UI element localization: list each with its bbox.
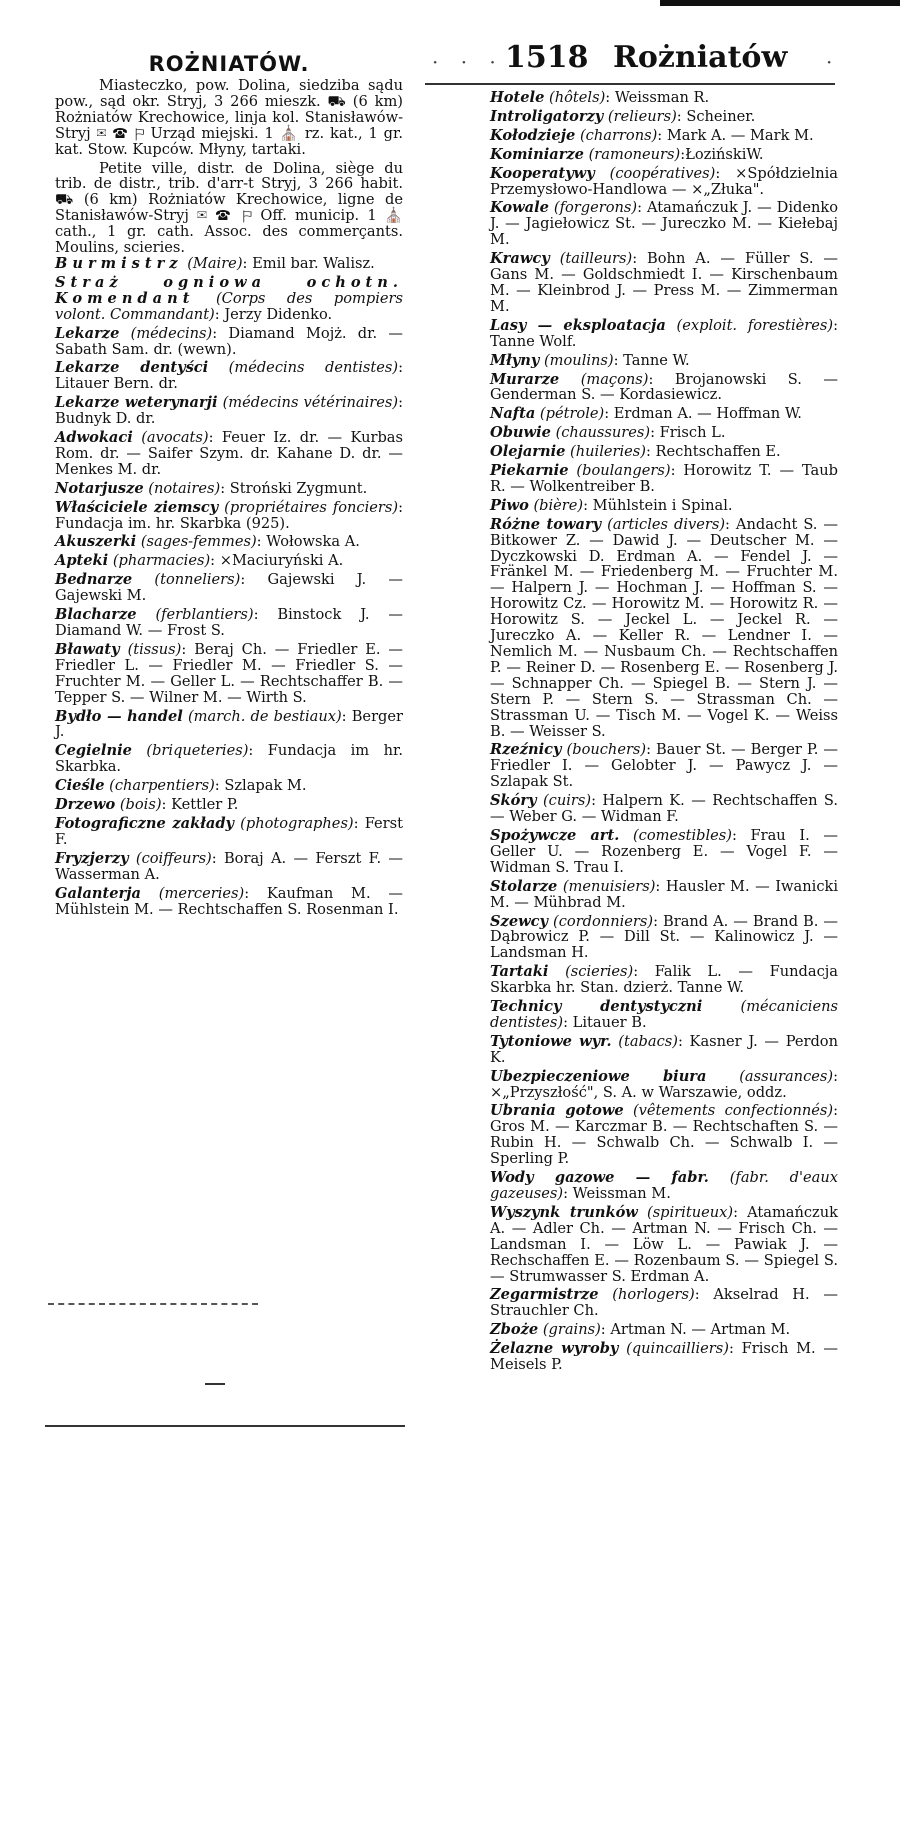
directory-entry xyxy=(55,534,403,550)
directory-entry xyxy=(490,147,838,163)
entry-french-label: (mécaniciens dentistes) xyxy=(490,998,838,1031)
entry-french-label: (ferblantiers) xyxy=(155,606,254,624)
entry-french-label: (cuirs) xyxy=(542,792,592,810)
entry-category: Akuszerki xyxy=(55,533,137,551)
directory-entry xyxy=(490,793,838,825)
entry-category: Kołodzieje xyxy=(490,126,576,144)
entry-names: : Bauer St. — Berger P. — Friedler I. — Gelobter J. — Pawycz J. — Szlapak St. xyxy=(490,741,839,791)
entry-french-label: (spiritueux) xyxy=(647,1203,734,1221)
entry-french-label: (maçons) xyxy=(580,370,649,388)
entry-names: : Litauer Bern. dr. xyxy=(55,359,403,393)
entry-category: Żelazne wyroby xyxy=(490,1340,619,1358)
entry-category: Straż ogniowa ochotn. Komendant xyxy=(55,273,403,307)
entry-category: Fotograficzne zakłady xyxy=(55,814,235,832)
entry-names: : Falik L. — Fundacja Skarbka hr. Stan. dzierż. Tanne W. xyxy=(490,963,838,997)
entry-names: :ŁozińskiW. xyxy=(680,145,764,163)
directory-entry xyxy=(55,430,403,478)
entry-category: Cieśle xyxy=(55,777,105,795)
entry-category: Drzewo xyxy=(55,796,116,814)
intro-french: Petite ville, distr. de Dolina, siège du trib. de distr., trib. d'arr-t Stryj, 3 266 habit. ⛟ (6 km) Rożniatów Krechowice, ligne de Stanisławów-Stryj ✉ ☎ ⚐ Off. municip. 1 ⛪ cath., 1 gr. cath. Assoc. des commerçants. Moulins, scieries. xyxy=(55,159,403,257)
entry-category: Ubezpieczeniowe biura xyxy=(490,1067,707,1085)
entry-french-label: (scieries) xyxy=(565,963,634,981)
directory-entry xyxy=(490,828,838,876)
directory-entry xyxy=(55,500,403,532)
entry-names: : Litauer B. xyxy=(563,1013,647,1031)
directory-entry xyxy=(55,481,403,497)
left-entries xyxy=(55,256,403,917)
entry-category: Fryzjerzy xyxy=(55,849,129,867)
directory-entry xyxy=(490,1322,838,1338)
directory-entry xyxy=(490,109,838,125)
entry-french-label: (moulins) xyxy=(543,351,614,369)
entry-category: Obuwie xyxy=(490,424,551,442)
directory-entry xyxy=(490,372,838,404)
entry-names: : Brand A. — Brand B. — Dąbrowicz P. — Dill St. — Kalinowicz J. — Landsman H. xyxy=(490,912,838,962)
entry-names: : ×Maciuryński A. xyxy=(210,552,344,570)
directory-entry xyxy=(55,642,403,706)
right-entries xyxy=(490,90,838,1373)
entry-french-label: (hôtels) xyxy=(549,89,606,106)
entry-category: Burmistrz xyxy=(55,254,183,272)
directory-entry xyxy=(490,318,838,350)
entry-names: : Frau I. — Geller U. — Rozenberg E. — Vogel F. — Widman S. Trau I. xyxy=(490,826,838,876)
entry-french-label: (tissus) xyxy=(127,640,182,658)
entry-category: Bławaty xyxy=(55,640,120,658)
town-title: ROŻNIATÓW. xyxy=(148,52,310,76)
entry-french-label: (avocats) xyxy=(141,429,209,447)
entry-names: : Fundacja im. hr. Skarbka (925). xyxy=(55,498,403,532)
entry-names: : Rechtschaffen E. xyxy=(645,443,781,461)
entry-category: Wody gazowe — fabr. xyxy=(490,1169,709,1187)
entry-category: Adwokaci xyxy=(55,429,133,447)
directory-entry xyxy=(55,360,403,392)
page-number: 1518 xyxy=(505,40,589,75)
directory-entry xyxy=(55,816,403,848)
directory-entry xyxy=(490,1170,838,1202)
entry-names: : Brojanowski S. — Genderman S. — Kordasiewicz. xyxy=(490,370,839,404)
directory-entry xyxy=(490,90,838,106)
entry-category: Tartaki xyxy=(490,963,549,981)
entry-category: Lasy — eksploatacja xyxy=(490,316,666,334)
entry-names: : Scheiner. xyxy=(676,107,756,125)
entry-names: : Andacht S. — Bitkower Z. — Dawid J. — Deutscher M. — Dyczkowski D. Erdman A. — Fendel J. — Fränkel M. — Friedenberg M. — Fruchter M. — Halpern J. — Hochman J. — Hoffman S. — Horowitz Cz. — Horowitz M. — Horowitz R. — Horowitz S. — Jeckel L. — Jeckel R. — Jureczko A. — Keller R. — Lendner I. — Nemlich M. — Nusbaum Ch. — Rechtschaffen P. — Reiner D. — Rosenberg E. — Rosenberg J. — Schnapper Ch. — Spiegel B. — Stern J. — Stern P. — Stern S. — Strassman Ch. — Strassman U. — Tisch M. — Vogel K. — Weiss B. — Weisser S. xyxy=(490,515,839,740)
entry-names: : Bohn A. — Füller S. — Gans M. — Goldschmiedt I. — Kirschenbaum M. — Kleinbrod J. — Press M. — Zimmerman M. xyxy=(490,250,839,315)
entry-names: : Emil bar. Walisz. xyxy=(242,254,375,272)
intro-polish: Miasteczko, pow. Dolina, siedziba sądu pow., sąd okr. Stryj, 3 266 mieszk. ⛟ (6 km) Rożniatów Krechowice, linja kol. Stanisławów-Stryj ✉ ☎ ⚐ Urząd miejski. 1 ⛪ rz. kat., 1 gr. kat. Stow. Kupców. Młyny, tartaki. xyxy=(55,77,403,158)
directory-entry xyxy=(490,444,838,460)
directory-entry xyxy=(490,1069,838,1101)
entry-french-label: (chaussures) xyxy=(555,424,651,442)
entry-category: Nafta xyxy=(490,405,536,423)
entry-french-label: (ramoneurs) xyxy=(588,145,681,163)
directory-entry xyxy=(55,797,403,813)
entry-french-label: (bouchers) xyxy=(566,741,647,759)
directory-entry xyxy=(490,1341,838,1373)
entry-category: Hotele xyxy=(490,89,545,106)
entry-category: Bednarze xyxy=(55,571,133,589)
column-end-mark xyxy=(48,1303,258,1305)
entry-category: Apteki xyxy=(55,552,109,570)
header-rule xyxy=(425,83,835,85)
entry-french-label: (médecins) xyxy=(130,324,213,342)
entry-category: Zegarmistrze xyxy=(490,1286,599,1304)
entry-french-label: (relieurs) xyxy=(607,107,677,125)
directory-entry xyxy=(490,1034,838,1066)
entry-french-label: (comestibles) xyxy=(632,826,732,844)
entry-french-label: (sages-femmes) xyxy=(140,533,257,551)
entry-names: : Stroński Zygmunt. xyxy=(220,479,368,497)
entry-french-label: (quincailliers) xyxy=(626,1340,729,1358)
entry-names: : Gros M. — Karczmar B. — Rechtschaften S. — Rubin H. — Schwalb Ch. — Schwalb I. — Sperling P. xyxy=(490,1102,839,1168)
entry-names: : Mühlstein i Spinal. xyxy=(583,496,733,514)
entry-french-label: (grains) xyxy=(542,1321,601,1339)
directory-entry xyxy=(490,425,838,441)
entry-category: Lekarze xyxy=(55,324,120,342)
entry-french-label: (huileries) xyxy=(570,443,646,461)
entry-names: : Boraj A. — Ferszt F. — Wasserman A. xyxy=(55,849,403,883)
entry-category: Skóry xyxy=(490,792,537,810)
entry-french-label: (boulangers) xyxy=(576,462,671,480)
right-column xyxy=(490,90,838,1373)
entry-category: Ubrania gotowe xyxy=(490,1102,624,1120)
entry-french-label: (merceries) xyxy=(158,884,245,902)
directory-entry xyxy=(55,572,403,604)
entry-french-label: (photographes) xyxy=(240,814,354,832)
entry-names: : Tanne W. xyxy=(613,351,690,369)
directory-entry xyxy=(490,1287,838,1319)
entry-french-label: (coiffeurs) xyxy=(135,849,212,867)
entry-names: : Diamand Mojż. dr. — Sabath Sam. dr. (wewn). xyxy=(55,324,403,358)
directory-entry xyxy=(55,709,403,741)
entry-names: : Kaufman M. — Mühlstein M. — Rechtschaffen S. Rosenman I. xyxy=(55,884,403,918)
entry-french-label: (cordonniers) xyxy=(553,912,654,930)
entry-names: : Hausler M. — Iwanicki M. — Mühbrad M. xyxy=(490,877,838,911)
entry-french-label: (bière) xyxy=(533,496,584,514)
entry-category: Różne towary xyxy=(490,515,602,533)
entry-category: Wyszynk trunków xyxy=(490,1203,638,1221)
entry-french-label: (charpentiers) xyxy=(109,777,215,795)
short-rule xyxy=(205,1383,225,1385)
page-header xyxy=(505,40,805,80)
entry-names: : Akselrad H. — Strauchler Ch. xyxy=(490,1286,838,1320)
entry-french-label: (horlogers) xyxy=(612,1286,695,1304)
directory-entry xyxy=(490,914,838,962)
directory-entry xyxy=(55,395,403,427)
scan-noise-left: · · · xyxy=(432,50,504,74)
directory-entry xyxy=(55,851,403,883)
directory-entry xyxy=(490,517,838,740)
entry-category: Kominiarze xyxy=(490,145,584,163)
entry-category: Tytoniowe wyr. xyxy=(490,1032,612,1050)
entry-french-label: (pharmacies) xyxy=(112,552,211,570)
entry-category: Introligatorzy xyxy=(490,107,604,125)
directory-entry xyxy=(490,498,838,514)
entry-names: : Mark A. — Mark M. xyxy=(657,126,814,144)
entry-category: Rzeźnicy xyxy=(490,741,562,759)
entry-french-label: (assurances) xyxy=(739,1067,834,1085)
entry-french-label: (fabr. d'eaux gazeuses) xyxy=(490,1169,839,1202)
entry-names: : Berger J. xyxy=(55,707,403,741)
directory-entry xyxy=(490,200,838,248)
directory-entry xyxy=(55,275,403,323)
directory-entry xyxy=(490,251,838,315)
entry-french-label: (tonneliers) xyxy=(154,571,241,589)
entry-names: : ×Spółdzielnia Przemysłowo-Handlowa — ×„Złuka". xyxy=(490,164,838,198)
directory-entry xyxy=(55,553,403,569)
directory-entry xyxy=(55,326,403,358)
entry-french-label: (bois) xyxy=(119,796,162,814)
entry-names: : Artman N. — Artman M. xyxy=(600,1321,791,1339)
entry-french-label: (march. de bestiaux) xyxy=(187,707,342,725)
entry-category: Technicy dentystyczni xyxy=(490,998,703,1016)
entry-french-label: (menuisiers) xyxy=(562,877,656,895)
directory-entry xyxy=(490,742,838,790)
directory-entry xyxy=(490,1103,838,1167)
entry-french-label: (médecins vétérinaires) xyxy=(222,394,399,412)
entry-names: : Erdman A. — Hoffman W. xyxy=(604,405,802,423)
directory-entry xyxy=(55,607,403,639)
entry-category: Cegielnie xyxy=(55,742,132,760)
scan-noise-right: · xyxy=(826,50,833,74)
entry-names: : Weissman M. xyxy=(563,1185,671,1202)
entry-names: : Tanne Wolf. xyxy=(490,316,839,350)
entry-french-label: (vêtements confectionnés) xyxy=(632,1102,834,1120)
entry-french-label: (forgerons) xyxy=(553,199,638,217)
entry-french-label: (tabacs) xyxy=(618,1032,678,1050)
entry-names: : Weissman R. xyxy=(605,89,710,106)
entry-names: : Atamańczuk J. — Didenko J. — Jagiełowicz St. — Jureczko M. — Kiełebaj M. xyxy=(490,199,839,249)
entry-names: : Atamańczuk A. — Adler Ch. — Artman N. — Frisch Ch. — Landsman I. — Löw L. — Pawiak J. — Rechschaffen E. — Rozenbaum S. — Spiegel S. — Strumwasser S. Erdman A. xyxy=(490,1203,838,1285)
entry-names: : Kasner J. — Perdon K. xyxy=(490,1032,838,1066)
entry-french-label: (Corps des pompiers volont. Commandant) xyxy=(55,289,403,323)
entry-category: Galanterja xyxy=(55,884,141,902)
section-end-rule xyxy=(45,1425,405,1427)
entry-french-label: (charrons) xyxy=(579,126,658,144)
entry-category: Lekarze dentyści xyxy=(55,359,209,377)
entry-names: : Halpern K. — Rechtschaffen S. — Weber G. — Widman F. xyxy=(490,792,838,826)
directory-entry xyxy=(490,353,838,369)
entry-category: Młyny xyxy=(490,351,540,369)
entry-names: : Gajewski J. — Gajewski M. xyxy=(55,571,404,605)
entry-names: : Frisch M. — Meisels P. xyxy=(490,1340,838,1374)
left-column xyxy=(55,52,403,917)
entry-category: Bydło — handel xyxy=(55,707,183,725)
running-title: Rożniatów xyxy=(612,40,788,75)
entry-french-label: (notaires) xyxy=(148,479,221,497)
entry-names: : Szlapak M. xyxy=(214,777,307,795)
entry-category: Murarze xyxy=(490,370,560,388)
entry-french-label: (médecins dentistes) xyxy=(228,359,399,377)
entry-names: : Kettler P. xyxy=(161,796,239,814)
entry-names: : Horowitz T. — Taub R. — Wolkentreiber B. xyxy=(490,462,838,495)
directory-entry xyxy=(55,256,403,272)
entry-french-label: (pétrole) xyxy=(539,405,605,423)
entry-french-label: (briqueteries) xyxy=(146,742,249,760)
entry-category: Piwo xyxy=(490,496,529,514)
directory-entry xyxy=(490,1205,838,1285)
entry-category: Piekarnie xyxy=(490,462,569,480)
entry-french-label: (exploit. forestières) xyxy=(676,316,834,334)
entry-french-label: (articles divers) xyxy=(607,515,726,533)
entry-names: : Fundacja im hr. Skarbka. xyxy=(55,742,403,776)
directory-entry xyxy=(490,999,838,1031)
entry-names: : ×„Przyszłość", S. A. w Warszawie, oddz. xyxy=(490,1067,838,1101)
directory-entry xyxy=(55,886,403,918)
directory-entry xyxy=(490,128,838,144)
entry-category: Notarjusze xyxy=(55,479,144,497)
entry-french-label: (propriétaires fonciers) xyxy=(224,498,399,516)
directory-entry xyxy=(55,743,403,775)
entry-names: : Jerzy Didenko. xyxy=(214,305,333,323)
entry-names: : Wołowska A. xyxy=(256,533,360,551)
directory-entry xyxy=(490,166,838,198)
directory-entry xyxy=(490,879,838,911)
entry-category: Krawcy xyxy=(490,250,550,268)
entry-names: : Binstock J. — Diamand W. — Frost S. xyxy=(55,606,404,639)
entry-category: Blacharze xyxy=(55,606,137,624)
directory-entry xyxy=(490,463,838,495)
entry-names: : Beraj Ch. — Friedler E. — Friedler L. — Friedler M. — Friedler S. — Fruchter M. — Geller L. — Rechtschaffer B. — Tepper S. — Wilner M. — Wirth S. xyxy=(55,640,404,706)
entry-names: : Ferst F. xyxy=(55,814,403,848)
entry-names: : Frisch L. xyxy=(650,424,726,442)
directory-entry xyxy=(55,778,403,794)
entry-category: Kowale xyxy=(490,199,549,217)
scan-edge-bar xyxy=(660,0,900,6)
directory-entry xyxy=(490,964,838,996)
entry-french-label: (Maire) xyxy=(187,254,243,272)
entry-french-label: (coopératives) xyxy=(609,164,716,182)
directory-entry xyxy=(490,406,838,422)
entry-category: Właściciele ziemscy xyxy=(55,498,219,516)
entry-names: : Feuer Iz. dr. — Kurbas Rom. dr. — Saifer Szym. dr. Kahane D. dr. — Menkes M. dr. xyxy=(55,429,403,478)
entry-category: Lekarze weterynarji xyxy=(55,394,218,412)
entry-category: Zboże xyxy=(490,1321,539,1339)
entry-names: : Budnyk D. dr. xyxy=(55,394,404,428)
entry-category: Olejarnie xyxy=(490,443,566,461)
entry-category: Szewcy xyxy=(490,912,549,930)
entry-category: Spożywcze art. xyxy=(490,826,620,844)
entry-category: Kooperatywy xyxy=(490,164,595,182)
entry-category: Stolarze xyxy=(490,877,558,895)
entry-french-label: (tailleurs) xyxy=(559,250,633,268)
